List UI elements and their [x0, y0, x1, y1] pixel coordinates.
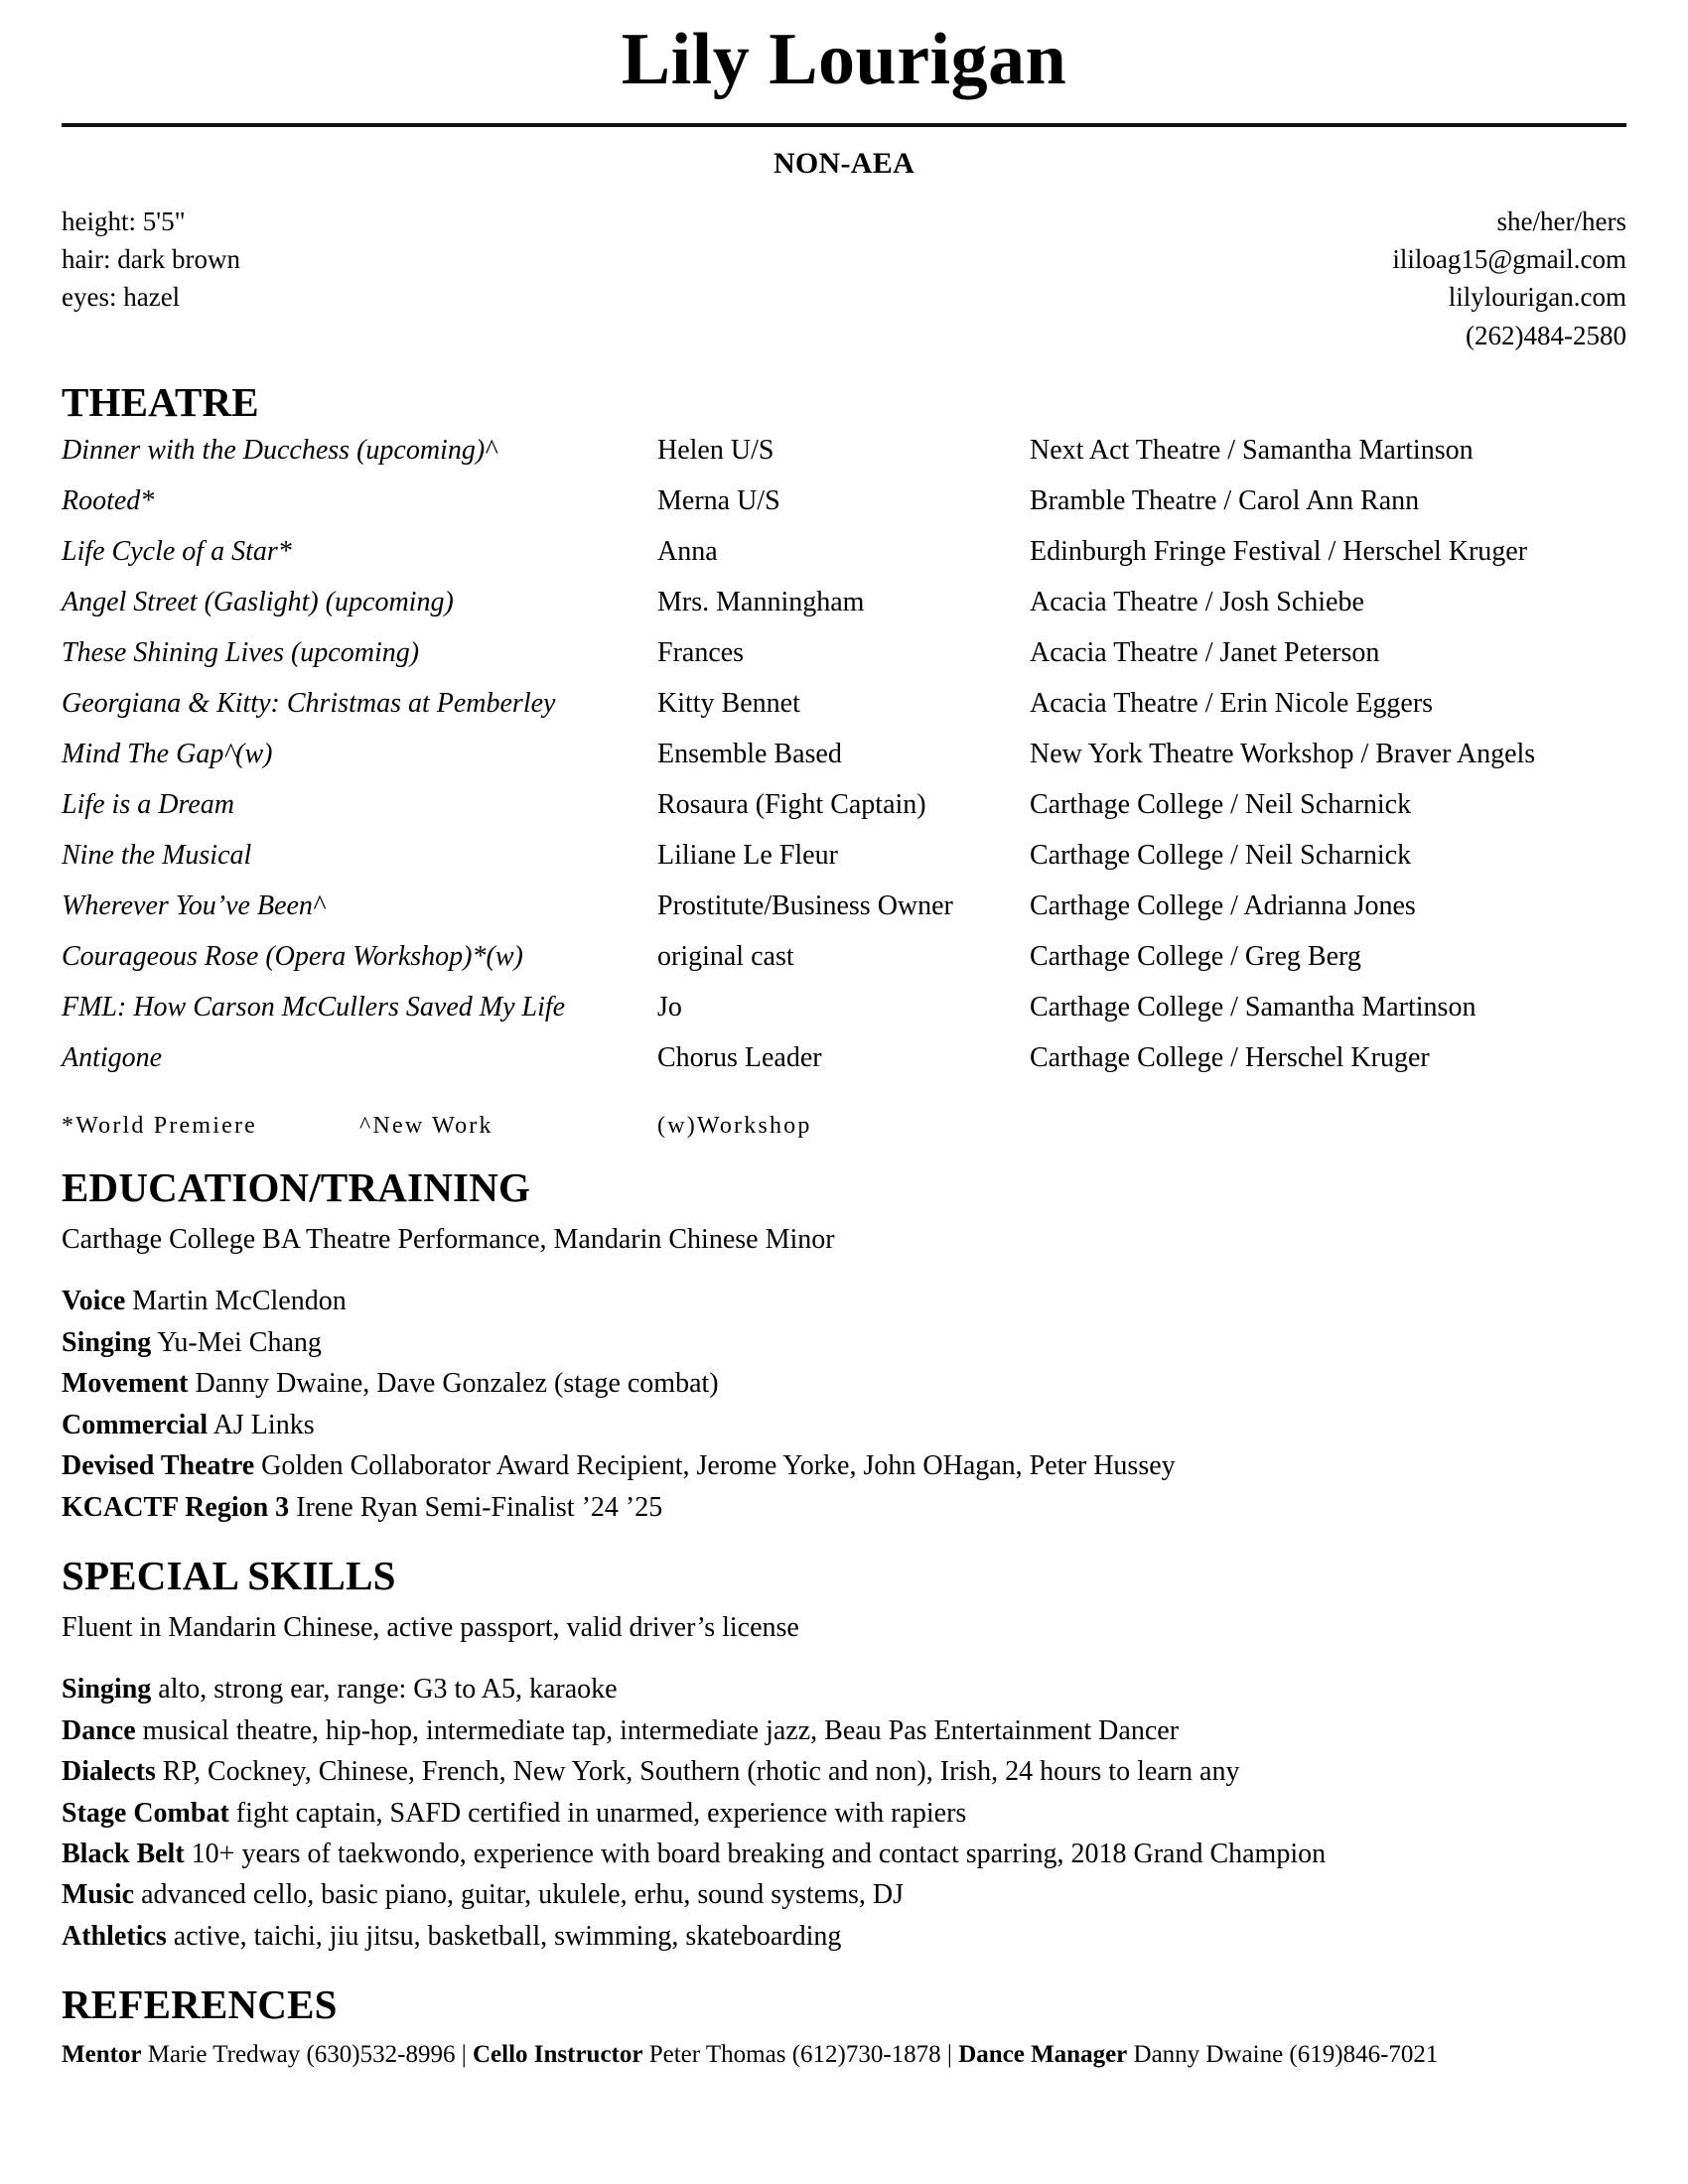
- credit-show-title: Rooted*: [62, 485, 155, 517]
- reference-value: Peter Thomas (612)730-1878: [648, 2041, 941, 2069]
- reference-separator: |: [455, 2041, 473, 2069]
- contact-hair: hair: dark brown: [62, 244, 240, 275]
- list-item: [62, 1916, 1626, 1957]
- skill-value: active, taichi, jiu jitsu, basketball, swimming, skateboarding: [173, 1920, 842, 1952]
- section-heading-references: REFERENCES: [62, 1981, 338, 2028]
- contact-pronouns: she/her/hers: [1496, 205, 1626, 236]
- reference-label: Dance Manager: [958, 2041, 1128, 2069]
- skill-label: Stage Combat: [62, 1797, 229, 1829]
- list-item: [62, 1487, 1626, 1528]
- training-value: AJ Links: [212, 1409, 315, 1440]
- credit-role: Ensemble Based: [657, 739, 842, 770]
- page-title: Lily Lourigan: [621, 19, 1067, 100]
- skill-value: musical theatre, hip-hop, intermediate tap, intermediate jazz, Beau Pas Entertainment Dancer: [142, 1714, 1180, 1746]
- training-label: KCACTF Region 3: [62, 1491, 290, 1523]
- credit-role: Rosaura (Fight Captain): [657, 789, 926, 821]
- theatre-credits-body: [62, 435, 1626, 1093]
- list-item: [62, 1793, 1626, 1834]
- skill-value: 10+ years of taekwondo, experience with board breaking and contact sparring, 2018 Grand Champion: [191, 1839, 1327, 1870]
- credit-show-title: Antigone: [62, 1042, 163, 1074]
- union-status: NON-AEA: [773, 146, 915, 180]
- credit-company-director: Carthage College / Samantha Martinson: [1030, 992, 1477, 1024]
- training-value: Martin McClendon: [132, 1286, 347, 1317]
- section-heading-education: EDUCATION/TRAINING: [62, 1164, 531, 1211]
- list-item: [62, 1710, 1626, 1751]
- credit-role: Kitty Bennet: [657, 688, 800, 720]
- education-degree: Carthage College BA Theatre Performance, Mandarin Chinese Minor: [62, 1224, 835, 1256]
- credit-show-title: These Shining Lives (upcoming): [62, 637, 420, 669]
- credit-company-director: Carthage College / Neil Scharnick: [1030, 840, 1412, 872]
- table-row: [62, 435, 1626, 485]
- reference-label: Cello Instructor: [472, 2041, 643, 2069]
- list-item: [62, 1322, 1626, 1363]
- reference-separator: |: [940, 2041, 959, 2069]
- contact-email[interactable]: ililoag15@gmail.com: [1392, 244, 1626, 275]
- credit-show-title: Life Cycle of a Star*: [62, 536, 292, 568]
- table-row: [62, 739, 1626, 789]
- skill-value: alto, strong ear, range: G3 to A5, karaoke: [158, 1674, 618, 1706]
- credit-role: Mrs. Manningham: [657, 587, 865, 618]
- skill-value: advanced cello, basic piano, guitar, ukulele, erhu, sound systems, DJ: [141, 1879, 905, 1911]
- table-row: [62, 890, 1626, 941]
- skill-value: RP, Cockney, Chinese, French, New York, Southern (rhotic and non), Irish, 24 hours to learn any: [162, 1756, 1240, 1788]
- training-value: Danny Dwaine, Dave Gonzalez (stage combat): [195, 1368, 719, 1400]
- theatre-credits-table: [62, 435, 1626, 1093]
- legend-workshop: (w)Workshop: [657, 1113, 812, 1140]
- credit-role: Merna U/S: [657, 485, 780, 517]
- training-list: [62, 1281, 1626, 1528]
- training-label: Voice: [62, 1286, 126, 1317]
- table-row: [62, 688, 1626, 739]
- credit-company-director: Carthage College / Greg Berg: [1030, 941, 1361, 973]
- training-value: Golden Collaborator Award Recipient, Jerome Yorke, John OHagan, Peter Hussey: [261, 1450, 1176, 1482]
- credit-company-director: Carthage College / Herschel Kruger: [1030, 1042, 1430, 1074]
- table-row: [62, 587, 1626, 637]
- credits-legend: [62, 1113, 1626, 1140]
- training-label: Singing: [62, 1326, 152, 1358]
- list-item: [62, 1751, 1626, 1792]
- credit-show-title: Courageous Rose (Opera Workshop)*(w): [62, 941, 523, 973]
- credit-company-director: Acacia Theatre / Janet Peterson: [1030, 637, 1380, 669]
- table-row: [62, 536, 1626, 587]
- legend-new-work: ^New Work: [359, 1113, 493, 1140]
- credit-company-director: Carthage College / Neil Scharnick: [1030, 789, 1412, 821]
- header-divider: [62, 123, 1626, 127]
- skill-label: Dialects: [62, 1756, 156, 1788]
- credit-show-title: Nine the Musical: [62, 840, 252, 872]
- section-heading-theatre: THEATRE: [62, 379, 259, 425]
- table-row: [62, 840, 1626, 890]
- section-heading-special-skills: SPECIAL SKILLS: [62, 1553, 396, 1598]
- training-label: Devised Theatre: [62, 1450, 255, 1482]
- table-row: [62, 485, 1626, 536]
- contact-eyes: eyes: hazel: [62, 282, 181, 313]
- list-item: [62, 1445, 1626, 1486]
- credit-company-director: Acacia Theatre / Erin Nicole Eggers: [1030, 688, 1434, 720]
- training-value: Yu-Mei Chang: [157, 1326, 322, 1358]
- list-item: [62, 1669, 1626, 1709]
- legend-world-premiere: *World Premiere: [62, 1113, 258, 1140]
- contact-details: [1392, 203, 1626, 354]
- skill-value: fight captain, SAFD certified in unarmed, experience with rapiers: [235, 1797, 967, 1829]
- credit-company-director: Acacia Theatre / Josh Schiebe: [1030, 587, 1364, 618]
- credit-role: original cast: [657, 941, 794, 973]
- contact-phone[interactable]: (262)484-2580: [1466, 320, 1626, 350]
- credit-show-title: Angel Street (Gaslight) (upcoming): [62, 587, 454, 618]
- table-row: [62, 637, 1626, 688]
- list-item: [62, 1405, 1626, 1445]
- credit-show-title: FML: How Carson McCullers Saved My Life: [62, 992, 566, 1024]
- training-label: Commercial: [62, 1409, 209, 1440]
- references-line: [62, 2037, 1626, 2072]
- contact-physical-attributes: [62, 203, 240, 317]
- credit-show-title: Wherever You’ve Been^: [62, 890, 325, 922]
- table-row: [62, 1042, 1626, 1093]
- credit-role: Chorus Leader: [657, 1042, 822, 1074]
- reference-value: Danny Dwaine (619)846-7021: [1133, 2041, 1439, 2069]
- skill-label: Athletics: [62, 1920, 167, 1952]
- credit-company-director: New York Theatre Workshop / Braver Angels: [1030, 739, 1536, 770]
- skill-label: Dance: [62, 1714, 136, 1746]
- reference-label: Mentor: [62, 2041, 142, 2069]
- credit-role: Anna: [657, 536, 718, 568]
- credit-role: Jo: [657, 992, 682, 1024]
- table-row: [62, 941, 1626, 992]
- list-item: [62, 1363, 1626, 1404]
- credit-show-title: Life is a Dream: [62, 789, 234, 821]
- contact-height: height: 5'5": [62, 205, 186, 236]
- contact-block: [62, 203, 1626, 354]
- credit-role: Frances: [657, 637, 745, 669]
- table-row: [62, 789, 1626, 840]
- credit-show-title: Mind The Gap^(w): [62, 739, 273, 770]
- list-item: [62, 1834, 1626, 1874]
- training-value: Irene Ryan Semi-Finalist ’24 ’25: [296, 1491, 663, 1523]
- contact-website[interactable]: lilylourigan.com: [1448, 282, 1626, 313]
- credit-role: Liliane Le Fleur: [657, 840, 838, 872]
- skills-list: [62, 1669, 1626, 1957]
- credit-company-director: Carthage College / Adrianna Jones: [1030, 890, 1416, 922]
- training-label: Movement: [62, 1368, 189, 1400]
- list-item: [62, 1874, 1626, 1915]
- credit-role: Prostitute/Business Owner: [657, 890, 953, 922]
- skill-label: Black Belt: [62, 1839, 185, 1870]
- credit-show-title: Georgiana & Kitty: Christmas at Pemberley: [62, 688, 556, 720]
- reference-value: Marie Tredway (630)532-8996: [147, 2041, 456, 2069]
- credit-show-title: Dinner with the Ducchess (upcoming)^: [62, 435, 496, 467]
- credit-company-director: Bramble Theatre / Carol Ann Rann: [1030, 485, 1420, 517]
- skill-label: Music: [62, 1879, 135, 1911]
- table-row: [62, 992, 1626, 1042]
- credit-role: Helen U/S: [657, 435, 774, 467]
- skill-label: Singing: [62, 1674, 152, 1706]
- skills-lead: Fluent in Mandarin Chinese, active passport, valid driver’s license: [62, 1612, 799, 1644]
- credit-company-director: Next Act Theatre / Samantha Martinson: [1030, 435, 1474, 467]
- credit-company-director: Edinburgh Fringe Festival / Herschel Kruger: [1030, 536, 1528, 568]
- list-item: [62, 1281, 1626, 1321]
